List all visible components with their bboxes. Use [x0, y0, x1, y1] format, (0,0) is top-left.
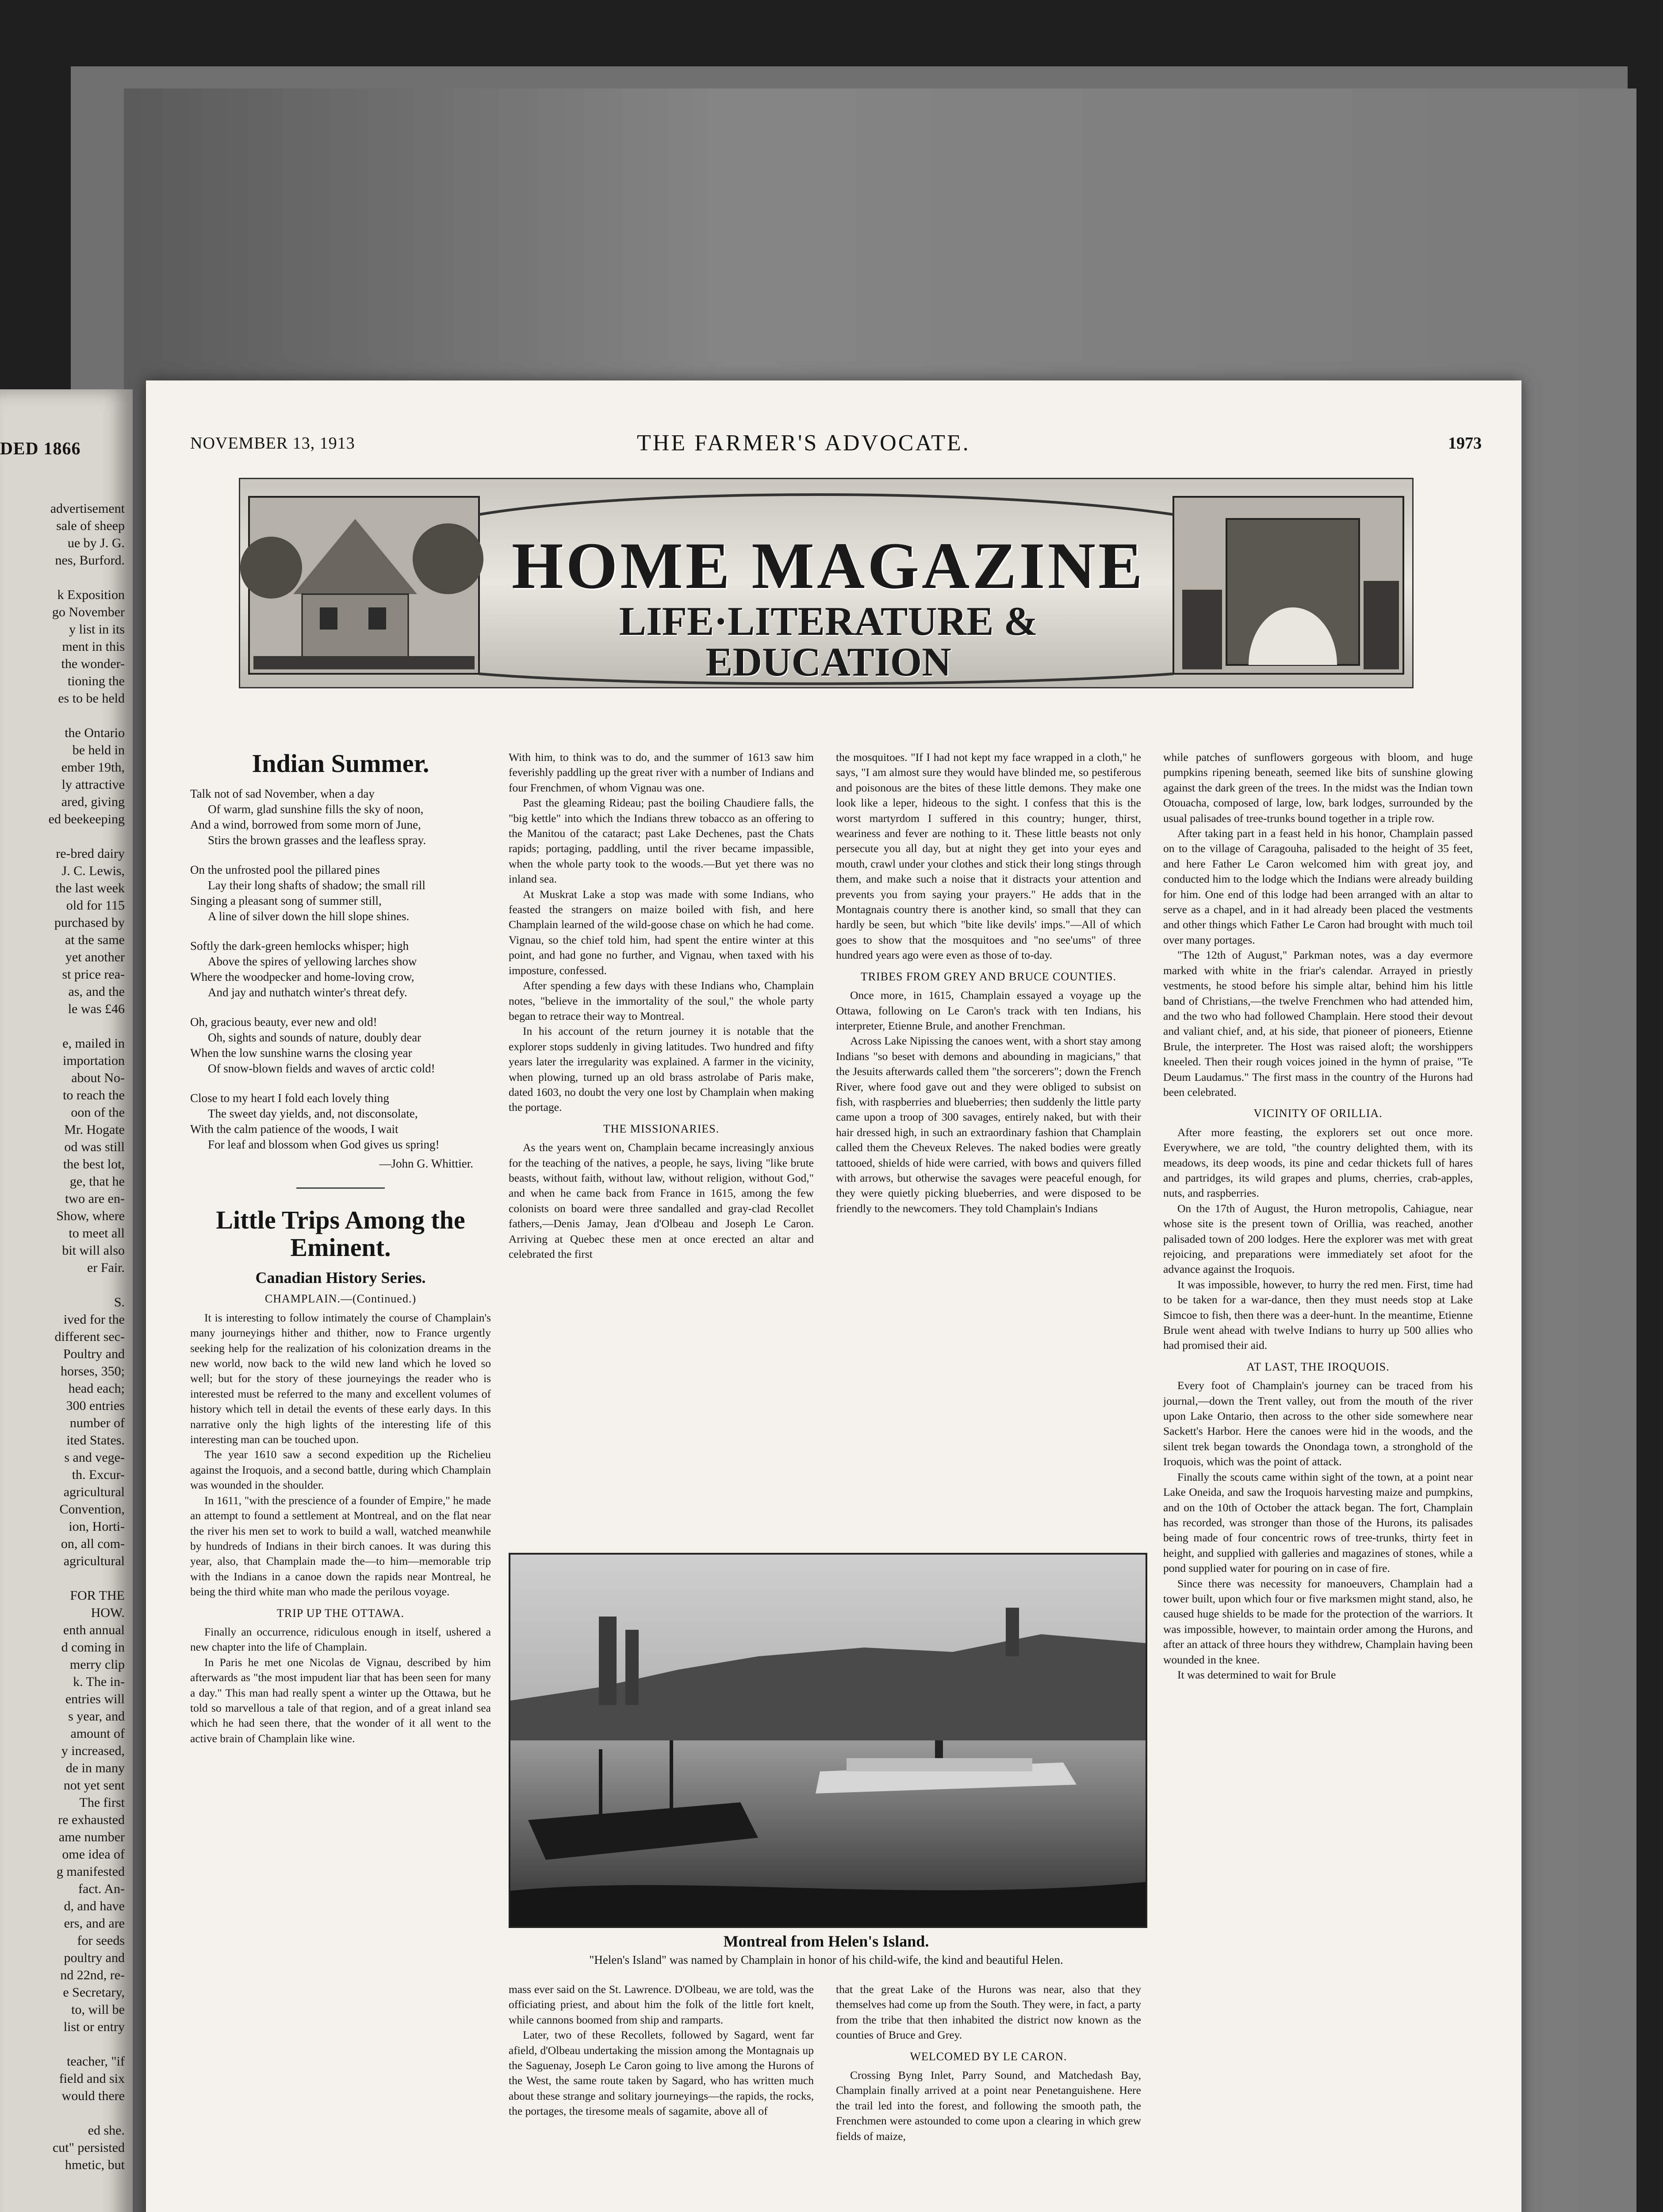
subhead-orillia: VICINITY OF ORILLIA.: [1253, 1107, 1383, 1120]
paragraph: Later, two of these Recollets, followed by Sagard, went far afield, d'Olbeau undertaking the mission among the Montagnais up the Saguenay, Joseph Le Caron going to live among the Hurons of the West, the same route taken by Sagard, who has written much about these strange and solitary journeyings—the rapids, the rocks, the portages, the tiresome meals of sagamite, above all of: [509, 2028, 814, 2118]
subhead-iroquois: AT LAST, THE IROQUOIS.: [1246, 1360, 1390, 1373]
col3-paras2: [836, 988, 1141, 1216]
paragraph: As the years went on, Champlain became increasingly anxious for the teaching of the natives, a people, he says, living "like brute beasts, without faith, without law, without religion, without God," and when he came back from France in 1615, among the few colonists on board were three sandalled and gray-clad Recollet fathers,—Denis Jamay, Jean d'Olbeau and Joseph Le Caron. Arriving at Quebec these men at once erected an altar and celebrated the first: [509, 1141, 814, 1260]
fragment-line: e, mailed in: [62, 1036, 125, 1051]
poem-line: Of warm, glad sunshine fills the sky of noon,: [208, 803, 424, 816]
fragment-line: be held in: [72, 743, 125, 757]
col4-paras3: [1163, 1378, 1473, 1682]
paragraph: At Muskrat Lake a stop was made with some Indians, who feasted the strangers on maize boiled with fish, and here Champlain learned of the wild-goose chase on which he had come. Vignau, so the chief told him, had spent the entire winter at this point, and had gone no further, and Vignau, when taxed with his imposture, confessed.: [509, 887, 814, 977]
fragment-line: go November: [52, 605, 125, 619]
poem-line: When the low sunshine warns the closing year: [190, 1046, 412, 1060]
stanza-gap: [190, 1076, 491, 1091]
paragraph: In Paris he met one Nicolas de Vignau, described by him afterwards as "the most impudent liar that has been seen for many a day." This man had really spent a winter up the Ottawa, but he told so marvellous a tale of that region, and of a great inland sea which he had seen there, that the wonder of it all went to the active brain of Champlain like wine.: [190, 1655, 491, 1745]
fragment-line: the best lot,: [63, 1157, 125, 1171]
col3-paras3: [836, 1982, 1141, 2043]
fragment-line: Poultry and: [63, 1347, 125, 1361]
fragment-line: k. The in-: [73, 1674, 125, 1689]
fragment-line: y list in its: [69, 622, 125, 637]
fragment-line: ome idea of: [62, 1847, 125, 1862]
poem-line: On the unfrosted pool the pillared pines: [190, 863, 380, 876]
fragment-line: Show, where: [56, 1209, 125, 1223]
col2-paras1: [509, 750, 814, 1115]
fragment-line: the wonder-: [61, 657, 125, 671]
fragment-line: list or entry: [63, 2020, 125, 2034]
fragment-line: re-bred dairy: [56, 846, 125, 861]
col3-paras4: [836, 2068, 1141, 2144]
fragment-line: es to be held: [58, 691, 125, 706]
paragraph: "The 12th of August," Parkman notes, was a day evermore marked with white in the friar's calendar. Arrayed in priestly vestments, he stood before his simple altar, behind him his little band of Christians,—the twelve Frenchmen who had attended him, and the two who had followed Champlain. Here stood their devout and valiant chief, and, at his side, that pioneer of pioneers, Etienne Brule, the interpreter. The Host was raised aloft; the worshippers kneeled. Then their rough voices joined in the hymn of praise, "Te Deum Laudamus." The first mass in the country of the Hurons had been celebrated.: [1163, 949, 1473, 1098]
poem-line: Where the woodpecker and home-loving crow,: [190, 970, 414, 983]
fragment-line: d, and have: [64, 1899, 125, 1913]
poem-line: Softly the dark-green hemlocks whisper; high: [190, 939, 409, 952]
page-number: 1973: [1448, 434, 1482, 453]
fragment-line: ember 19th,: [61, 760, 125, 775]
paragraph: the mosquitoes. "If I had not kept my face wrapped in a cloth," he says, "I am almost sure they would have blinded me, so pestiferous and poisonous are the bites of these little demons. They make one look like a leper, hideous to the sight. I confess that this is the worst martyrdom I suffered in this country; hunger, thirst, weariness and fever are nothing to it. These little beasts not only persecute you all day, but at night they get into your eyes and mouth, crawl under your clothes and stick their long stings through them, and make such a noise that it distracts your attention and prevents you from saying your prayers." He adds that in the Montagnais country there is another kind, so small that they can hardly be seen, but which "bite like devils' imps."—All of which goes to show that the mosquitoes and "no see'ums" of three hundred years ago were even as those of to-day.: [836, 751, 1141, 962]
paragraph: After taking part in a feast held in his honor, Champlain passed on to the village of Caragouha, palisaded to the height of 35 feet, and here Father Le Caron welcomed him with great joy, and conducted him to the lodge which the Indians were already building for him. One end of this lodge had been arranged with an altar to serve as a chapel, and in it had already been placed the vestments and other things which Father Le Caron had brought with much toil over many portages.: [1163, 827, 1473, 946]
fragment-line: s and vege-: [64, 1450, 125, 1465]
fragment-line: g manifested: [56, 1864, 125, 1879]
banner-title: HOME MAGAZINE: [511, 529, 1146, 603]
poem-line: For leaf and blossom when God gives us spring!: [208, 1138, 440, 1151]
article-subtitle: CHAMPLAIN.—(Continued.): [264, 1292, 417, 1306]
fragment-line: for seeds: [77, 1933, 125, 1948]
fragment-line: nd 22nd, re-: [60, 1968, 125, 1982]
paragraph: It was determined to wait for Brule: [1177, 1668, 1336, 1681]
fragment-line: to meet all: [69, 1226, 125, 1240]
poem-line: With the calm patience of the woods, I wait: [190, 1122, 399, 1136]
paragraph: that the great Lake of the Hurons was near, also that they themselves had come up from the South. They were, in fact, a party from the tribe that then inhabited the district now known as the counties of Bruce and Grey.: [836, 1983, 1141, 2042]
col4-paras1: [1163, 750, 1473, 1100]
subhead-missionaries: THE MISSIONARIES.: [603, 1122, 720, 1135]
column-3-bottom: [836, 1982, 1141, 2144]
fragment-line: ly attractive: [61, 777, 125, 792]
subhead-welcomed: WELCOMED BY LE CARON.: [910, 2050, 1067, 2063]
paragraph: mass ever said on the St. Lawrence. D'Olbeau, we are told, was the officiating priest, and about him the folk of the little fort knelt, while cannons boomed from ship and ramparts.: [509, 1983, 814, 2026]
poem-line: The sweet day yields, and, not disconsolate,: [208, 1107, 418, 1120]
fragment-line: od was still: [64, 1140, 125, 1154]
fragment-line: re exhausted: [58, 1813, 125, 1827]
photo-caption-text: "Helen's Island" was named by Champlain in honor of his child-wife, the kind and beautiful Helen.: [589, 1953, 1063, 1966]
newspaper-page: [146, 380, 1521, 2212]
col4-paras2: [1163, 1125, 1473, 1353]
fragment-line: FOR THE: [70, 1588, 125, 1603]
fragment-line: ment in this: [62, 639, 125, 654]
article-title: Little Trips Among the Eminent.: [216, 1206, 465, 1262]
poem-line: Stirs the brown grasses and the leafless spray.: [208, 833, 426, 847]
paragraph: It is interesting to follow intimately the course of Champlain's many journeyings hither and thither, now to France urgently seeking help for the realization of his colonization dreams in the new world, now back to the wild new land which he loved so well; but for the story of these journeyings the reader who is interested must be referred to the many and excellent volumes of history which tell in detail the events of these early days. In this narrative only the high lights of the interesting life of this interesting man can be touched upon.: [190, 1311, 491, 1446]
fragment-line: [0, 1018, 125, 1035]
fragment-line: not yet sent: [63, 1778, 125, 1793]
paragraph: Once more, in 1615, Champlain essayed a voyage up the Ottawa, following on Le Caron's track with ten Indians, his interpreter, Etienne Brule, and another Frenchman.: [836, 989, 1141, 1032]
fragment-line: ed beekeeping: [48, 812, 125, 826]
fragment-line: st price rea-: [62, 967, 125, 982]
fragment-line: the Ontario: [65, 726, 125, 740]
paragraph: In 1611, "with the prescience of a founder of Empire," he made an attempt to found a settlement at Montreal, and on the flat near the river his men set to work to build a wall, watched meanwhile by hundreds of Indians in their birch canoes. It was during this year, also, that Champlain made the—to him—memorable trip with the Indians in a canoe down the rapids near Montreal, he being the third white man who made the perilous voyage.: [190, 1494, 491, 1598]
fragment-line: ers, and are: [64, 1916, 125, 1931]
fragment-line: importation: [63, 1053, 125, 1068]
banner-subtitle-line2: EDUCATION: [705, 639, 951, 684]
fragment-line: de in many: [65, 1761, 125, 1775]
fragment-line: ared, giving: [61, 795, 125, 809]
paragraph: Crossing Byng Inlet, Parry Sound, and Matchedash Bay, Champlain finally arrived at a point near Penetanguishene. Here the trail led into the forest, and following the smooth path, the Frenchmen were astounded to come upon a clearing in which grew fields of maize,: [836, 2069, 1141, 2143]
poem-line: Close to my heart I fold each lovely thing: [190, 1091, 389, 1105]
paragraph: After spending a few days with these Indians who, Champlain notes, "believe in the immortality of the soul," the whole party began to retrace their way to Montreal.: [509, 979, 814, 1022]
issue-date: NOVEMBER 13, 1913: [190, 434, 355, 453]
banner-subtitle-line1: LIFE·LITERATURE &: [619, 599, 1038, 644]
column-2-top: [509, 750, 814, 1262]
poem-title: Indian Summer.: [252, 749, 429, 778]
fragment-line: hmetic, but: [65, 2158, 125, 2172]
column-2-bottom: [509, 1982, 814, 2119]
fragment-line: [0, 2104, 125, 2122]
paper-name: THE FARMER'S ADVOCATE.: [637, 430, 970, 456]
poem-line: Oh, sights and sounds of nature, doubly dear: [208, 1031, 421, 1044]
poem-line: Oh, gracious beauty, ever new and old!: [190, 1015, 377, 1029]
fragment-line: le was £46: [68, 1002, 125, 1016]
fragment-line: S.: [114, 1295, 125, 1310]
fragment-line: cut" persisted: [52, 2140, 125, 2155]
fragment-line: purchased by: [54, 915, 125, 930]
paragraph: Finally the scouts came within sight of the town, at a point near Lake Oneida, and saw the Iroquois harvesting maize and pumpkins, and on the 10th of October the attack began. The fort, Champlain has recorded, was stronger than those of the Hurons, its palisades being made of four concentric rows of tree-trunks, thirty feet in height, and supplied with galleries and magazines of stones, while a pond supplied water for pouring on in case of fire.: [1163, 1470, 1473, 1575]
fragment-line: would there: [61, 2089, 125, 2103]
poem-line: Lay their long shafts of shadow; the small rill: [208, 879, 425, 892]
fragment-line: The first: [79, 1795, 125, 1810]
fragment-line: [0, 2035, 125, 2053]
fragment-line: fact. An-: [78, 1882, 125, 1896]
photo-image: [510, 1555, 1146, 1926]
running-header: [190, 430, 1482, 460]
fragment-line: to reach the: [63, 1088, 125, 1102]
fragment-line: th. Excur-: [72, 1467, 125, 1482]
stanza-gap: [190, 848, 491, 862]
paragraph: Finally an occurrence, ridiculous enough in itself, ushered a new chapter into the life of Champlain.: [190, 1625, 491, 1654]
poem-line: Of snow-blown fields and waves of arctic cold!: [208, 1062, 435, 1075]
fragment-line: advertisement: [50, 501, 125, 516]
fragment-line: er Fair.: [87, 1260, 125, 1275]
fragment-line: 300 entries: [66, 1398, 125, 1413]
paragraph: The year 1610 saw a second expedition up the Richelieu against the Iroquois, and a second battle, during which Champlain was wounded in the shoulder.: [190, 1448, 491, 1492]
paragraph: With him, to think was to do, and the summer of 1613 saw him feverishly paddling up the great river with a number of Indians and four Frenchmen, of whom Vignau was one.: [509, 751, 814, 794]
paragraph: In his account of the return journey it is notable that the explorer stops suddenly in giving latitudes. Two hundred and fifty years later the irregularity was explained. A farmer in the vicinity, when plowing, turned up an old brass astrolabe of Paris make, dated 1603, no doubt the very one lost by Champlain when making the portage.: [509, 1025, 814, 1114]
poem-line: And a wind, borrowed from some morn of June,: [190, 818, 421, 831]
paragraph: Every foot of Champlain's journey can be traced from his journal,—down the Trent valley, out from the mouth of the river upon Lake Ontario, then across to the other side somewhere near Sackett's Harbor. Here the canoes were hid in the woods, and the silent trek began towards the Onondaga town, a stronghold of the Iroquois, which was the point of attack.: [1163, 1379, 1473, 1468]
col2-paras2: [509, 1140, 814, 1262]
fragment-line: Mr. Hogate: [64, 1122, 125, 1137]
poem-line: Above the spires of yellowing larches show: [208, 955, 417, 968]
fragment-line: different sec-: [54, 1329, 125, 1344]
col3-paras1: [836, 750, 1141, 963]
fragment-line: entries will: [65, 1692, 125, 1706]
fragment-line: ge, that he: [69, 1174, 125, 1189]
fragment-line: enth annual: [63, 1623, 125, 1637]
photo-caption-title: Montreal from Helen's Island.: [723, 1932, 929, 1950]
fragment-line: number of: [69, 1416, 125, 1430]
poem-line: Talk not of sad November, when a day: [190, 787, 375, 800]
poem-line: A line of silver down the hill slope shines.: [208, 910, 410, 923]
fragment-line: [0, 707, 125, 724]
fragment-line: ed she.: [88, 2123, 125, 2138]
subhead-trip-ottawa: TRIP UP THE OTTAWA.: [276, 1606, 405, 1620]
subhead-tribes: TRIBES FROM GREY AND BRUCE COUNTIES.: [860, 970, 1117, 983]
fragment-line: field and six: [59, 2071, 125, 2086]
fragment-line: oon of the: [71, 1105, 125, 1120]
fragment-line: y increased,: [61, 1743, 125, 1758]
home-magazine-banner: [239, 478, 1414, 688]
column-1: [190, 750, 491, 1746]
section-rule: [296, 1187, 385, 1189]
fragment-line: poultry and: [64, 1951, 125, 1965]
fragment-line: merry clip: [69, 1657, 125, 1672]
fragment-line: at the same: [65, 933, 125, 947]
photo-caption: [509, 1933, 1144, 1968]
fragment-line: head each;: [68, 1381, 125, 1396]
fragment-line: bit will also: [62, 1243, 125, 1258]
fragment-line: ited States.: [66, 1433, 125, 1448]
fragment-line: k Exposition: [57, 588, 125, 602]
fragment-line: to, will be: [71, 2002, 125, 2017]
fragment-line: amount of: [70, 1726, 125, 1741]
poem: [190, 786, 491, 1152]
previous-page-text: [0, 500, 133, 2174]
fragment-line: sale of sheep: [56, 518, 125, 533]
paragraph: After more feasting, the explorers set out once more. Everywhere, we are told, "the country delighted them, with its meadows, its deep woods, its pine and cedar thickets full of hares and partridges, its wild grapes and plums, cherries, crab-apples, nuts, and raspberries.: [1163, 1125, 1473, 1200]
fragment-line: ion, Horti-: [69, 1519, 125, 1534]
column-3-top: [836, 750, 1141, 1216]
fragment-line: ue by J. G.: [67, 536, 125, 550]
fragment-line: nes, Burford.: [55, 553, 125, 568]
poem-line: And jay and nuthatch winter's threat defy.: [208, 986, 407, 999]
column-4: [1163, 750, 1473, 1682]
col1-paras1: [190, 1310, 491, 1600]
fragment-line: agricultural: [63, 1554, 125, 1568]
col1-paras2: [190, 1624, 491, 1746]
fragment-line: J. C. Lewis,: [61, 864, 125, 878]
photo-montreal: [509, 1553, 1147, 1928]
fragment-line: HOW.: [91, 1605, 125, 1620]
paragraph: Since there was necessity for manoeuvers, Champlain had a tower built, upon which four or five marksmen might stand, also, he caused huge shields to be made for the protection of the warriors. It was impossible, however, to maintain order among the Hurons, and after an attack of three hours they withdrew, Champlain having been wounded in the knee.: [1163, 1577, 1473, 1666]
paragraph: It was impossible, however, to hurry the red men. First, time had to be taken for a war-dance, then they must needs stop at Lake Simcoe to fish, then there was a deer-hunt. In the meantime, Etienne Brule went ahead with twelve Indians to hurry up 500 allies who had promised their aid.: [1163, 1278, 1473, 1352]
fragment-line: [0, 1276, 125, 1294]
fragment-line: ame number: [58, 1830, 125, 1844]
fragment-line: Convention,: [59, 1502, 125, 1517]
previous-page-fragment: [0, 389, 133, 2212]
fragment-line: [0, 569, 125, 586]
fragment-line: e Secretary,: [63, 1985, 125, 2000]
paragraph: Past the gleaming Rideau; past the boiling Chaudiere falls, the "big kettle" into which the Indians threw tobacco as an offering to the Manitou of the cataract; past Lake Dechenes, past the Chats rapids; portaging, paddling, until the river became impassible, when the whole party took to the woods.—But yet there was no inland sea.: [509, 796, 814, 886]
fragment-line: ived for the: [63, 1312, 125, 1327]
fragment-line: s year, and: [68, 1709, 125, 1724]
fragment-line: [0, 1570, 125, 1587]
fragment-line: as, and the: [68, 984, 125, 999]
fragment-line: about No-: [71, 1071, 125, 1085]
fragment-line: [0, 828, 125, 845]
poem-author: —John G. Whittier.: [379, 1157, 473, 1170]
stanza-gap: [190, 924, 491, 938]
fragment-line: horses, 350;: [61, 1364, 125, 1379]
fragment-line: the last week: [55, 881, 125, 895]
article-series: Canadian History Series.: [255, 1269, 426, 1286]
fragment-line: on, all com-: [61, 1536, 125, 1551]
paragraph: Across Lake Nipissing the canoes went, with a short stay among Indians "so beset with demons and abounding in magicians," that the Jesuits afterwards called them "the sorcerers"; down the French River, where food gave out and they were obliged to subsist on fish, with raspberries and blueberries; then suddenly the little party came upon a troop of 300 savages, entirely naked, but with their hair dressed high, in such an extraordinary fashion that Champlain called them the Cheveux Releves. The naked bodies were greatly tattooed, shields of hide were carried, with bows and quivers filled with arrows, but otherwise the savages were peaceful enough, for they were quietly picking blueberries, and were disposed to be friendly to the newcomers. They told Champlain's Indians: [836, 1034, 1141, 1215]
banner-subtitle: [514, 601, 1142, 682]
stanza-gap: [190, 1000, 491, 1014]
paragraph: while patches of sunflowers gorgeous with bloom, and huge pumpkins ripening beneath, seemed like bits of sunshine glowing against the dark green of the trees. In the midst was the Indian town Otouacha, composed of large, low, bark lodges, surrounded by the usual palisades of tree-trunks bound together in a triple row.: [1163, 751, 1473, 825]
fragment-line: two are en-: [65, 1191, 125, 1206]
fragment-line: teacher, "if: [67, 2054, 125, 2069]
fragment-line: tioning the: [67, 674, 125, 688]
fragment-line: agricultural: [63, 1485, 125, 1499]
fragment-line: old for 115: [66, 898, 125, 913]
fragment-line: yet another: [65, 950, 125, 964]
poem-line: Singing a pleasant song of summer still,: [190, 894, 382, 907]
fragment-line: d coming in: [61, 1640, 125, 1655]
paragraph: On the 17th of August, the Huron metropolis, Cahiague, near whose site is the present town of Orillia, was reached, another palisaded town of 200 lodges. Here the explorer was met with great rejoicing, and preparations were immediately set afoot for the advance against the Iroquois.: [1163, 1202, 1473, 1276]
previous-page-header: DED 1866: [0, 438, 81, 458]
col2-paras3: [509, 1982, 814, 2119]
